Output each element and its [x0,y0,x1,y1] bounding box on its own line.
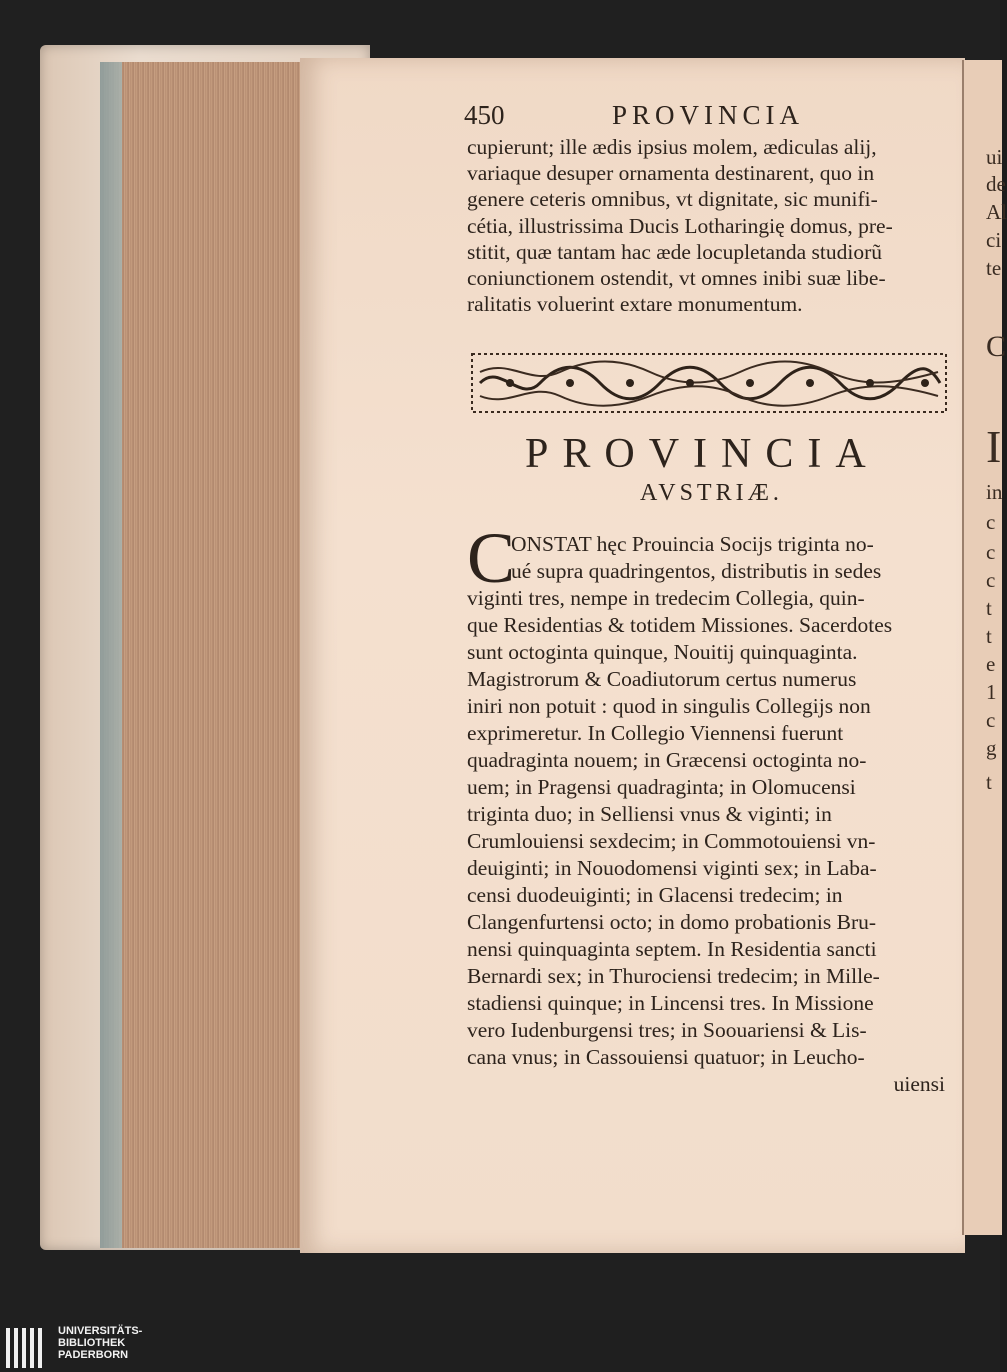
facing-page-fragment: ci [986,228,1002,252]
facing-page-fragment: Al [986,200,1007,224]
text-line: coniunctionem ostendit, vt omnes inibi suæ libe- [467,265,886,290]
text-line: nensi quinquaginta septem. In Residentia sancti [467,937,877,961]
facing-page-fragment: 1 [986,680,997,704]
text-line: variaque desuper ornamenta destinarent, quo in [467,161,875,186]
facing-page-fragment: ui [986,145,1003,169]
facing-page-fragment: e [986,652,996,676]
facing-page-fragment: de [986,172,1006,196]
text-line: Magistrorum & Coadiutorum certus numerus [467,667,857,691]
facing-page-fragment: I [986,421,1002,472]
section-title: PROVINCIA [525,431,880,477]
text-line: Clangenfurtensi octo; in domo probationis Bru- [467,910,877,934]
text-line: ralitatis voluerint extare monumentum. [467,292,803,317]
text-line: genere ceteris omnibus, vt dignitate, sic munifi- [467,187,878,212]
text-line: stadiensi quinque; in Lincensi tres. In Missione [467,991,874,1015]
top-paragraph [467,134,952,317]
facing-page-fragment: t [986,624,992,648]
facing-page-fragment: c [986,568,996,592]
text-line: que Residentias & totidem Missiones. Sacerdotes [467,613,893,637]
text-line: stitit, quæ tantam hac æde locupletanda studiorũ [467,239,882,264]
text-line: iniri non potuit : quod in singulis Collegijs non [467,694,871,718]
ornament-band [470,352,948,414]
text-line: sunt octoginta quinque, Nouitij quinquaginta. [467,640,858,664]
text-line: vero Iudenburgensi tres; in Soouariensi & Lis- [467,1018,867,1042]
text-line: ONSTAT hęc Prouincia Socijs triginta no- [511,532,874,556]
running-head-title: PROVINCIA [612,100,805,130]
text-line: triginta duo; in Selliensi vnus & viginti; in [467,802,832,826]
library-line-1: UNIVERSITÄTS- [58,1325,143,1337]
library-name [58,1325,142,1361]
library-footer-bar [0,1320,1000,1372]
library-line-3: PADERBORN [58,1349,129,1361]
section-paragraph [467,531,957,1098]
facing-page-fragment: c [986,708,996,732]
text-line: deuiginti; in Nouodomensi viginti sex; in Laba- [467,856,877,880]
page-edges-shade [100,62,122,1248]
facing-page-fragment: in [986,480,1003,504]
drop-cap: C [467,518,516,598]
facing-page-fragment: c [986,510,996,534]
text-line: ué supra quadringentos, distributis in sedes [511,559,882,583]
facing-page-fragment: g [986,736,997,760]
page-number: 450 [464,100,505,130]
text-line: exprimeretur. In Collegio Viennensi fuerunt [467,721,844,745]
text-line: censi duodeuiginti; in Glacensi tredecim; in [467,883,843,907]
facing-page-fragment: te [986,256,1002,280]
text-line: cana vnus; in Cassouiensi quatuor; in Leucho- [467,1045,865,1069]
text-line: cétia, illustrissima Ducis Lotharingię domus, pre- [467,213,893,238]
text-line: viginti tres, nempe in tredecim Collegia, quin- [467,586,865,610]
text-line: Bernardi sex; in Thurociensi tredecim; in Mille- [467,964,880,988]
facing-page-fragment: C [986,330,1007,363]
section-subtitle: AVSTRIÆ. [640,480,783,506]
text-line: quadraginta nouem; in Græcensi octoginta no- [467,748,867,772]
library-logo-icon [6,1326,48,1370]
text-line: Crumlouiensi sexdecim; in Commotouiensi vn- [467,829,876,853]
library-line-2: BIBLIOTHEK [58,1337,126,1349]
facing-page-fragment: t [986,596,992,620]
facing-page-fragment: c [986,540,996,564]
facing-page-fragment: t [986,770,992,794]
text-line: cupierunt; ille ædis ipsius molem, ædiculas alij, [467,135,877,159]
text-line: uem; in Pragensi quadraginta; in Olomucensi [467,775,856,799]
catchword: uiensi [893,1072,945,1096]
